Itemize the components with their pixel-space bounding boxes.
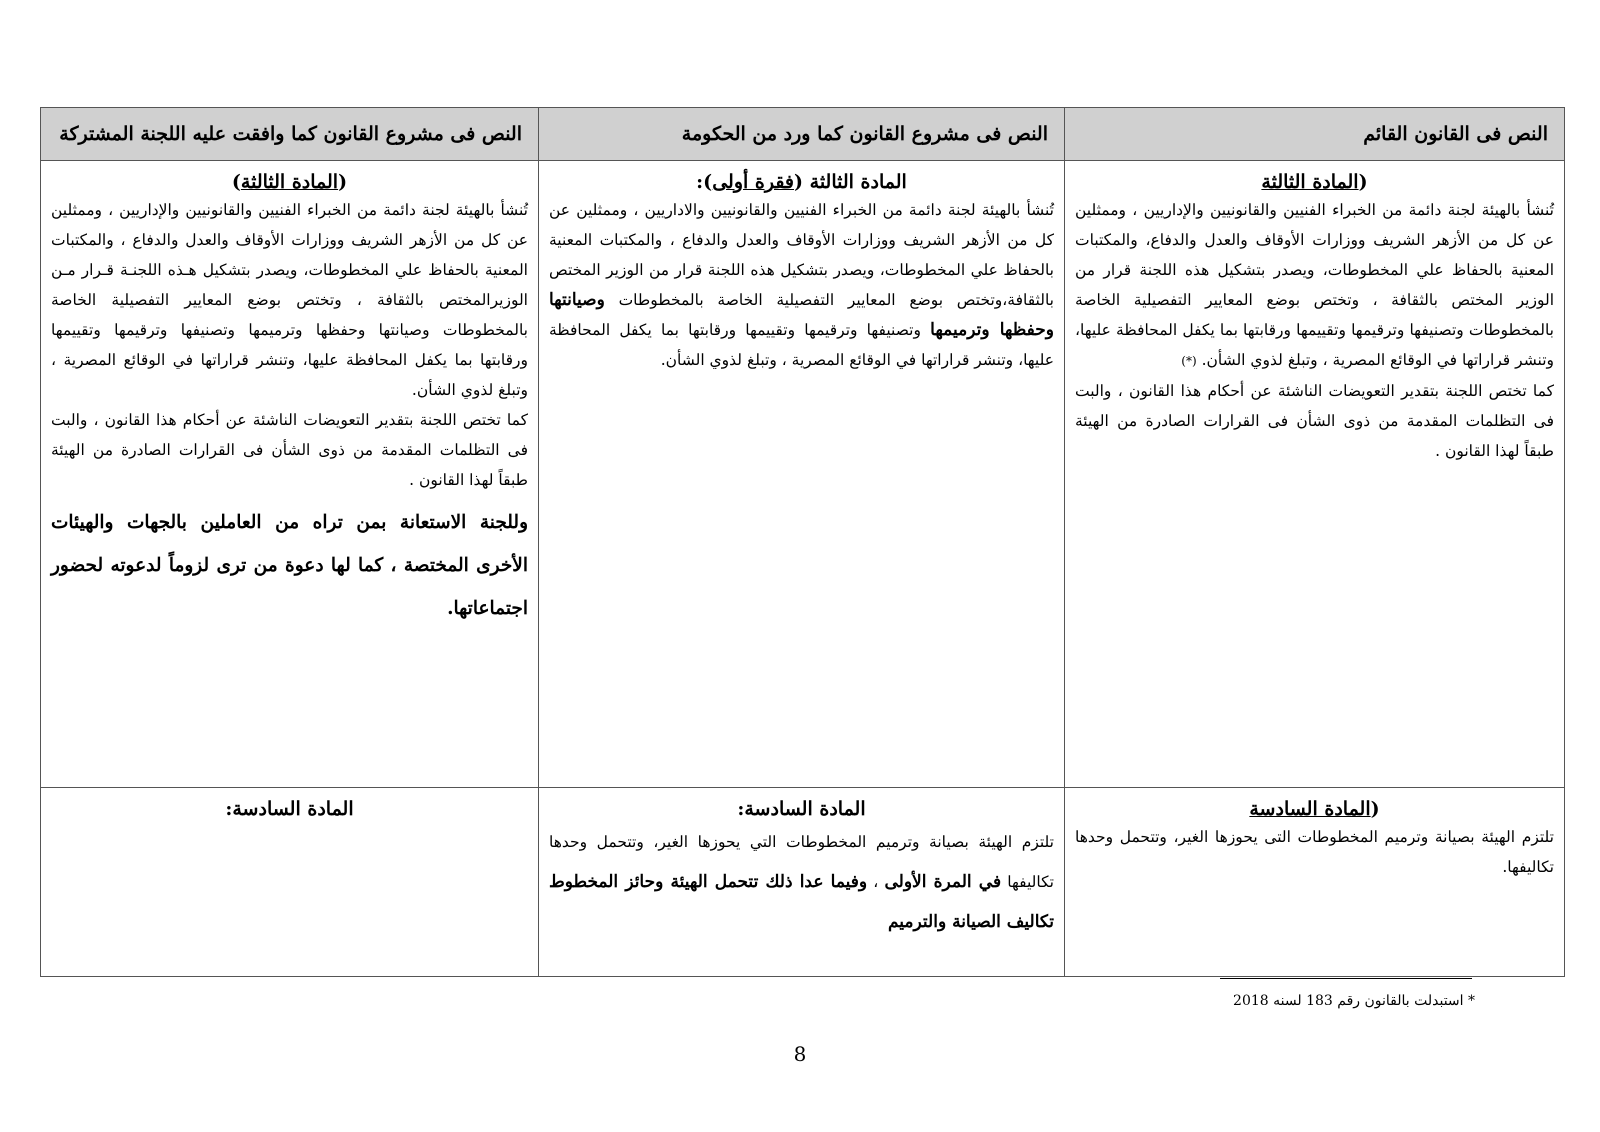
article-title: المادة السادسة: xyxy=(225,798,354,820)
cell-article3-current xyxy=(1065,161,1565,788)
cell-article3-government xyxy=(539,161,1065,788)
article-body: تُنشأ بالهيئة لجنة دائمة من الخبراء الفنيين والقانونيين والإداريين ، وممثلين عن كل من الأزهر الشريف ووزارات الأوقاف والعدل والدفاع ، والمكتبات المعنية بالحفاظ علي المخطوطات، ويصدر بتشكيل هـذه اللجنـة قـرار مـن الوزيرالمختص بالثقافة ، وتختص بوضع المعايير التفصيلية الخاصة بالمخطوطات وصيانتها وحفظها وترميمها وتصنيفها وترقيمها وتقييمها ورقابتها بما يكفل المحافظة عليها، وتنشر قراراتها في الوقائع المصرية ، وتبلغ لذوي الشأن. xyxy=(51,201,528,399)
cell-article6-current xyxy=(1065,788,1565,977)
added-paragraph: وللجنة الاستعانة بمن تراه من العاملين بالجهات والهيئات الأخرى المختصة ، كما لها دعوة من ترى لزوماً لدعوته لحضور اجتماعاتها. xyxy=(51,512,528,619)
article-title: المادة الثالثة (فقرة أولى): xyxy=(696,171,907,193)
header-committee-draft: النص فى مشروع القانون كما وافقت عليه اللجنة المشتركة xyxy=(41,108,539,161)
article-title: (المادة الثالثة xyxy=(1261,171,1368,193)
header-government-draft: النص فى مشروع القانون كما ورد من الحكومة xyxy=(539,108,1065,161)
cell-article6-committee xyxy=(41,788,539,977)
article-body: تُنشأ بالهيئة لجنة دائمة من الخبراء الفنيين والقانونيين والاداريين ، وممثلين عن كل من الأزهر الشريف ووزارات الأوقاف والعدل والدفاع ، والمكتبات المعنية بالحفاظ علي المخطوطات، ويصدر بتشكيل هذه اللجنة قرار من الوزير المختص بالثقافة،وتختص بوضع المعايير التفصيلية الخاصة بالمخطوطات وصيانتها وحفظها وترميمها وتصنيفها وترقيمها وتقييمها ورقابتها بما يكفل المحافظة عليها، وتنشر قراراتها في الوقائع المصرية ، وتبلغ لذوي الشأن. xyxy=(549,201,1054,369)
cell-article6-government xyxy=(539,788,1065,977)
header-current-law: النص فى القانون القائم xyxy=(1065,108,1565,161)
article-body: تلتزم الهيئة بصيانة وترميم المخطوطات التي يحوزها الغير، وتتحمل وحدها تكاليفها في المرة الأولى ، وفيما عدا ذلك تتحمل الهيئة وحائز المخطوط تكاليف الصيانة والترميم xyxy=(549,833,1054,932)
footnote-divider xyxy=(1220,978,1472,979)
table-row xyxy=(41,161,1565,788)
article-title: المادة السادسة: xyxy=(737,798,866,820)
article-title: (المادة السادسة xyxy=(1249,798,1380,820)
comparison-table xyxy=(40,107,1565,977)
footnote-mark: (*) xyxy=(1181,354,1197,368)
table-header-row xyxy=(41,108,1565,161)
article-body: تُنشأ بالهيئة لجنة دائمة من الخبراء الفنيين والقانونيين والإداريين ، وممثلين عن كل من الأزهر الشريف ووزارات الأوقاف والعدل والدفاع، والمكتبات المعنية بالحفاظ علي المخطوطات، ويصدر بتشكيل هذه اللجنة قرار من الوزير المختص بالثقافة ، وتختص بوضع المعايير التفصيلية الخاصة بالمخطوطات وتصنيفها وترقيمها وتقييمها ورقابتها بما يكفل المحافظة عليها، وتنشر قراراتها في الوقائع المصرية ، وتبلغ لذوي الشأن. (*) xyxy=(1075,201,1554,369)
article-title: (المادة الثالثة) xyxy=(231,171,348,193)
footnote: * استبدلت بالقانون رقم 183 لسنه 2018 xyxy=(1233,993,1475,1009)
page-number: 8 xyxy=(793,1042,807,1066)
article-body-2: كما تختص اللجنة بتقدير التعويضات الناشئة عن أحكام هذا القانون ، والبت فى التظلمات المقدمة من ذوى الشأن فى القرارات الصادرة من الهيئة طبقاً لهذا القانون . xyxy=(51,411,528,489)
table-row xyxy=(41,788,1565,977)
cell-article3-committee xyxy=(41,161,539,788)
article-body-2: كما تختص اللجنة بتقدير التعويضات الناشئة عن أحكام هذا القانون ، والبت فى التظلمات المقدمة من ذوى الشأن فى القرارات الصادرة من الهيئة طبقاً لهذا القانون . xyxy=(1075,382,1554,460)
article-body: تلتزم الهيئة بصيانة وترميم المخطوطات التى يحوزها الغير، وتتحمل وحدها تكاليفها. xyxy=(1075,828,1554,876)
